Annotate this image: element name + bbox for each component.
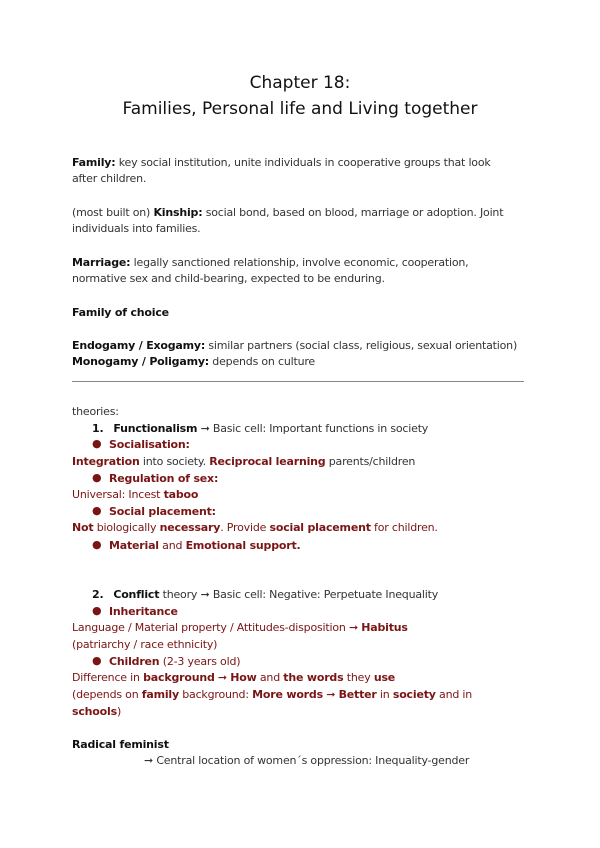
children-text-cont: (depends on family background: More words ➞ Better in society and in [72,688,473,701]
kinship-definition: (most built on) Kinship: social bond, based on blood, marriage or adoption. Joint [72,206,504,219]
kinship-definition-cont: individuals into families. [72,222,201,235]
page-title: Families, Personal life and Living together [122,99,478,119]
inheritance-text: Language / Material property / Attitudes-disposition ➞ Habitus [72,621,408,634]
theories-label: theories: [72,405,119,418]
bullet-icon: ● [92,604,102,617]
family-of-choice: Family of choice [72,306,169,319]
family-definition: Family: key social institution, unite individuals in cooperative groups that look [72,156,491,169]
regulation-label: Regulation of sex: [109,472,219,485]
children-label: Children (2-3 years old) [109,655,241,668]
bullet-icon: ● [92,471,102,484]
divider [72,381,524,382]
bullet-icon: ● [92,504,102,517]
marriage-definition-cont: normative sex and child-bearing, expected to be enduring. [72,272,385,285]
family-definition-cont: after children. [72,172,147,185]
chapter-number: Chapter 18: [249,73,351,93]
children-text-end: schools) [72,705,122,718]
radical-feminist-text: ➞ Central location of women´s oppression: Inequality-gender [144,754,470,767]
bullet-icon: ● [92,437,102,450]
support-text: Material and Emotional support. [109,539,301,552]
placement-label: Social placement: [109,505,216,518]
children-text: Difference in background ➞ How and the words they use [72,671,396,684]
functionalism-item: 1. Functionalism ➞ Basic cell: Important functions in society [92,422,429,435]
inheritance-label: Inheritance [109,605,178,618]
regulation-text: Universal: Incest taboo [72,488,199,501]
monogamy-line: Monogamy / Poligamy: depends on culture [72,355,316,368]
bullet-icon: ● [92,538,102,551]
radical-feminist-label: Radical feminist [72,738,169,751]
socialisation-text: Integration into society. Reciprocal learning parents/children [72,455,416,468]
marriage-definition: Marriage: legally sanctioned relationship, involve economic, cooperation, [72,256,469,269]
endogamy-line: Endogamy / Exogamy: similar partners (social class, religious, sexual orientation) [72,339,518,352]
bullet-icon: ● [92,654,102,667]
placement-text: Not biologically necessary. Provide social placement for children. [72,521,438,534]
socialisation-label: Socialisation: [109,438,190,451]
inheritance-text-cont: (patriarchy / race ethnicity) [72,638,218,651]
conflict-item: 2. Conflict theory ➞ Basic cell: Negative: Perpetuate Inequality [92,588,439,601]
